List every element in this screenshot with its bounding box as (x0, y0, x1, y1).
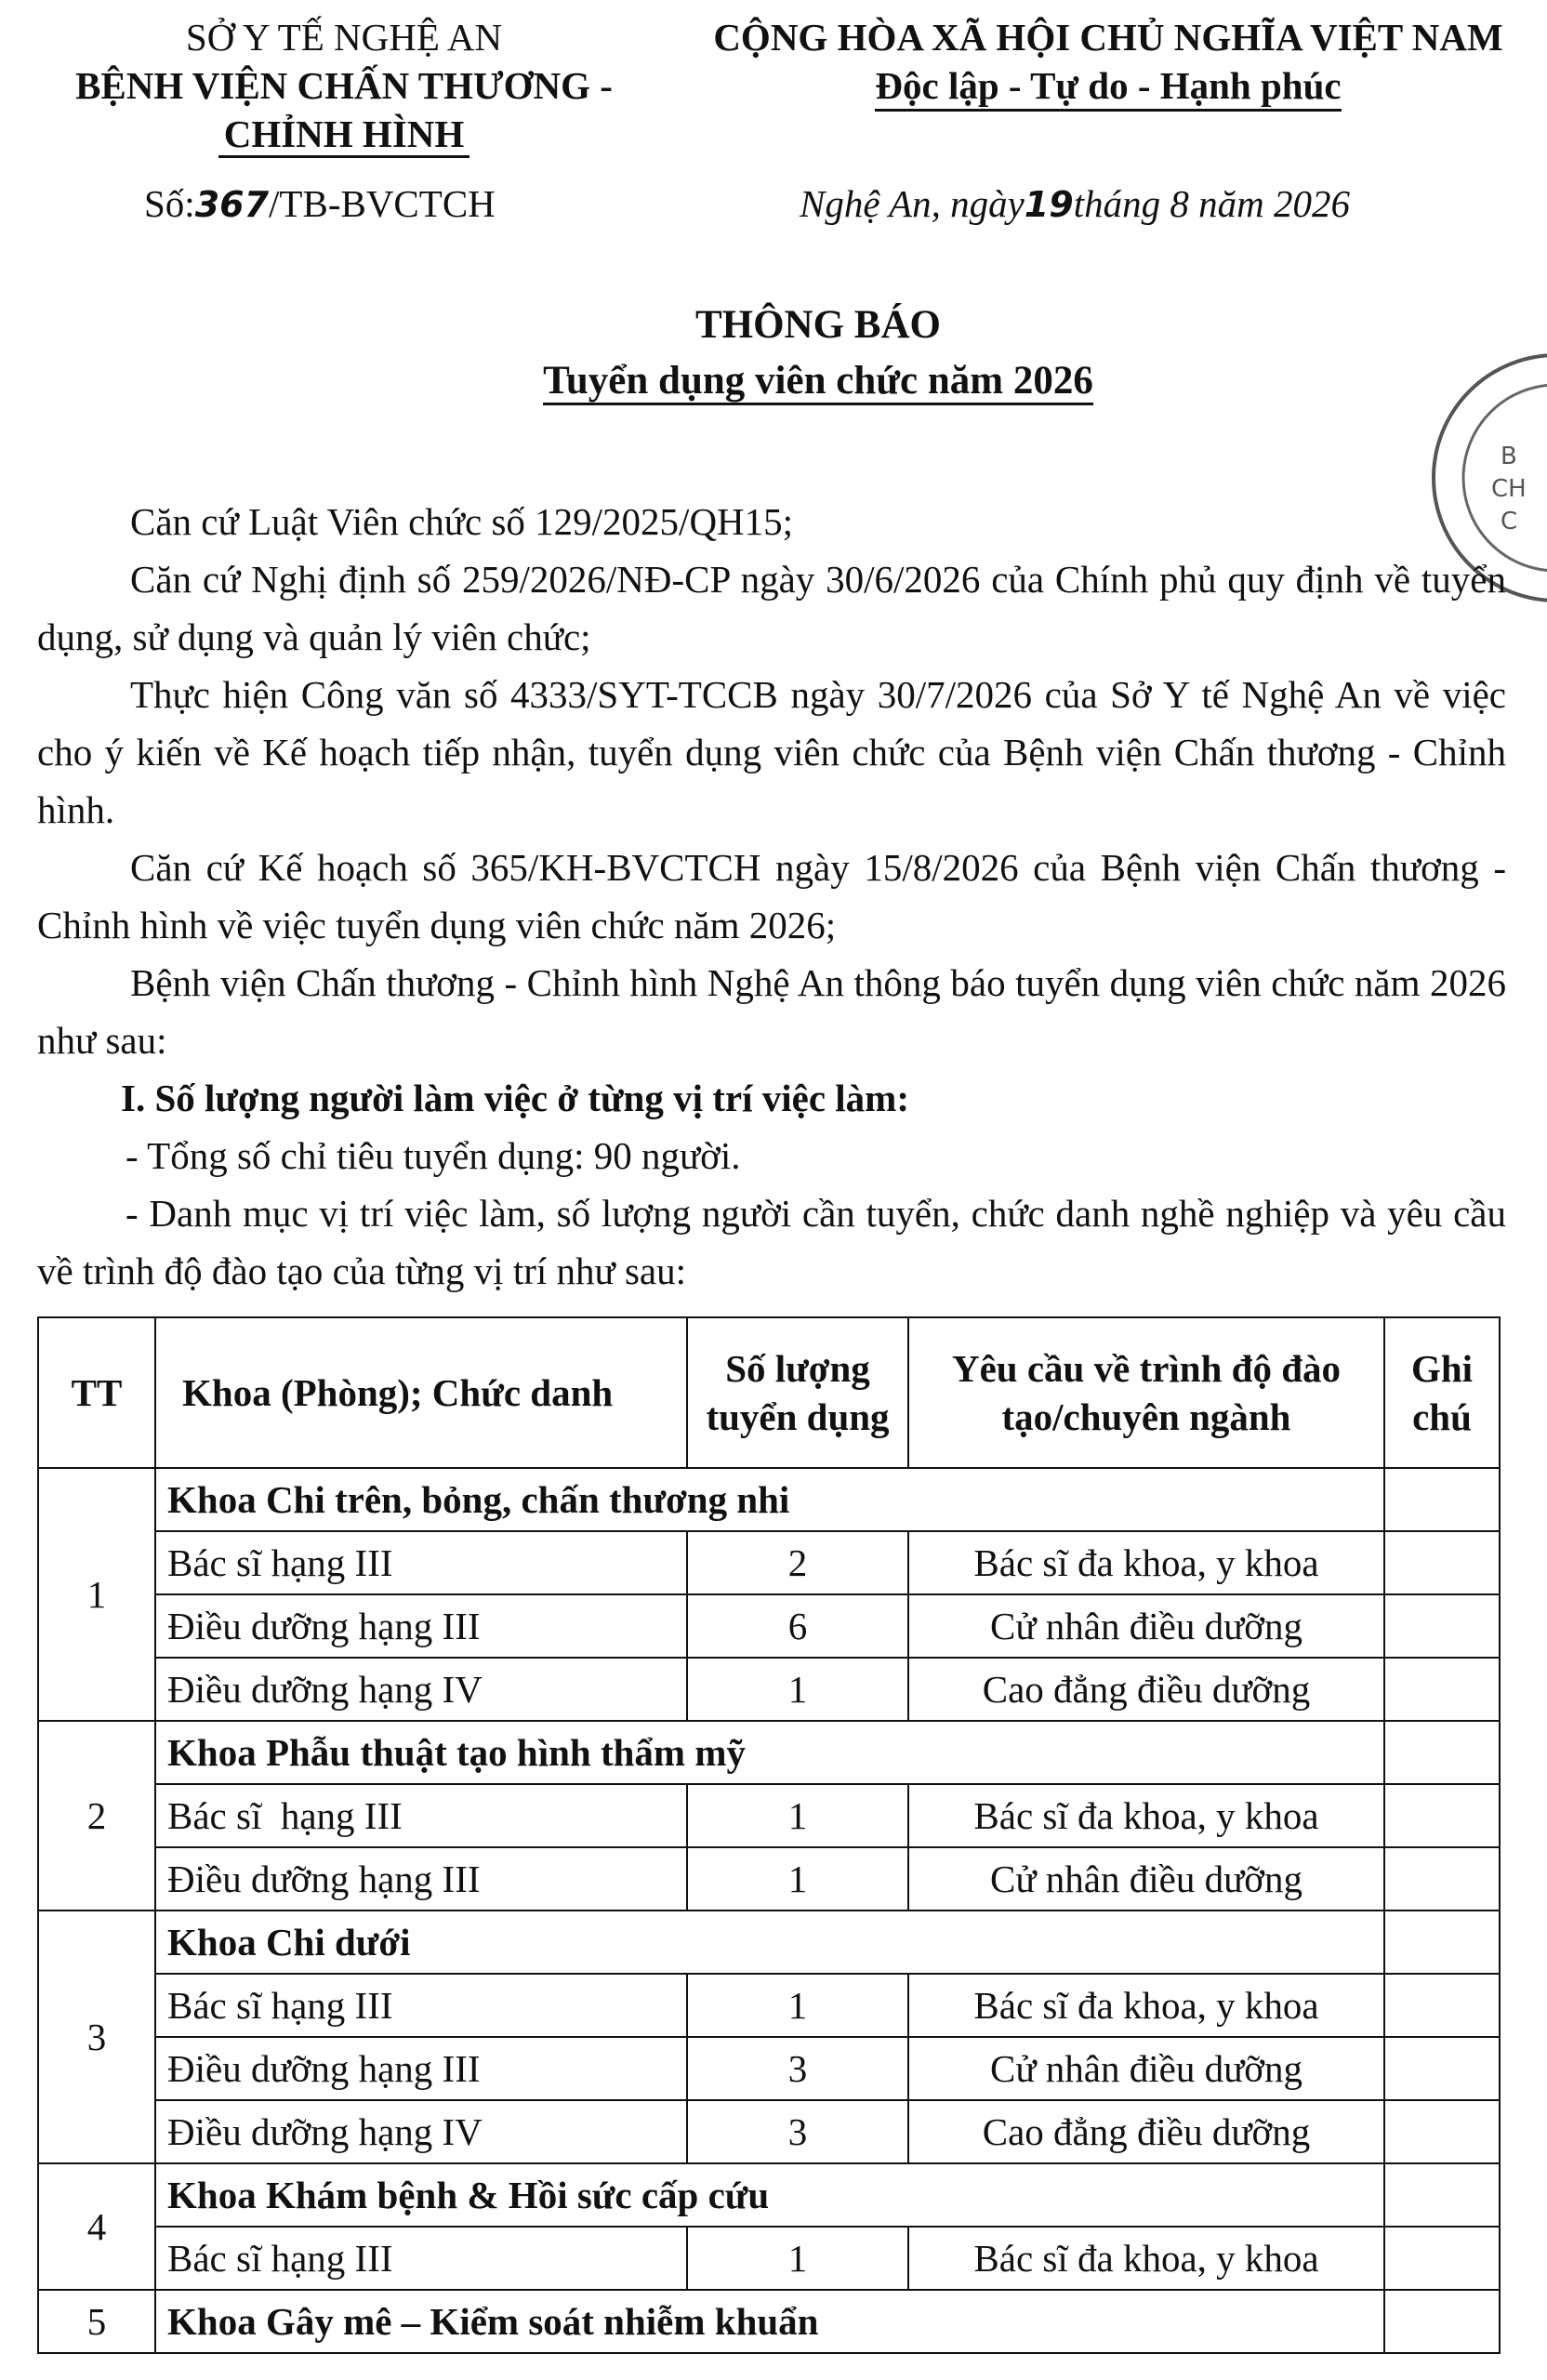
position-title: Điều dưỡng hạng III (155, 2037, 687, 2100)
position-title: Điều dưỡng hạng IV (155, 2100, 687, 2163)
position-quantity: 1 (687, 1784, 908, 1847)
position-quantity: 3 (687, 2037, 908, 2100)
notice-title (0, 298, 1547, 409)
date-day-handwritten: 19 (1024, 184, 1074, 225)
position-quantity: 1 (687, 1658, 908, 1721)
position-quantity: 1 (687, 1847, 908, 1911)
position-quantity: 3 (687, 2100, 908, 2163)
table-row (38, 1784, 1500, 1847)
note-cell (1384, 2227, 1500, 2290)
position-title: Bác sĩ hạng III (155, 1784, 687, 1847)
note-cell (1384, 2163, 1500, 2227)
org-parent: SỞ Y TẾ NGHỆ AN (185, 16, 503, 59)
row-number: 4 (38, 2163, 155, 2290)
row-number: 5 (38, 2290, 155, 2353)
position-requirement: Bác sĩ đa khoa, y khoa (908, 1784, 1384, 1847)
recruitment-table (37, 1316, 1501, 2354)
announcement-intro: Bệnh viện Chấn thương - Chỉnh hình Nghệ An thông báo tuyển dụng viên chức năm 2026 như sau: (37, 961, 1506, 1062)
table-row (38, 1658, 1500, 1721)
date-suffix: tháng 8 năm 2026 (1073, 182, 1350, 225)
note-cell (1384, 2037, 1500, 2100)
legal-basis-3: Thực hiện Công văn số 4333/SYT-TCCB ngày 30/7/2026 của Sở Y tế Nghệ An về việc cho ý kiến về Kế hoạch tiếp nhận, tuyển dụng viên chức của Bệnh viện Chấn thương - Chỉnh hình. (37, 673, 1506, 831)
position-quantity: 6 (687, 1594, 908, 1658)
number-prefix: Số: (144, 182, 195, 225)
department-name: Khoa Chi trên, bỏng, chấn thương nhi (155, 1468, 1384, 1531)
position-requirement: Bác sĩ đa khoa, y khoa (908, 2227, 1384, 2290)
position-title: Bác sĩ hạng III (155, 1974, 687, 2037)
note-cell (1384, 2290, 1500, 2353)
position-title: Bác sĩ hạng III (155, 1531, 687, 1594)
svg-text:B: B (1501, 443, 1517, 470)
position-quantity: 2 (687, 1531, 908, 1594)
nation-name: CỘNG HÒA XÃ HỘI CHỦ NGHĨA VIỆT NAM (713, 16, 1503, 59)
department-name: Khoa Gây mê – Kiểm soát nhiễm khuẩn (155, 2290, 1384, 2353)
table-row (38, 1911, 1500, 1974)
org-name-line2: CHỈNH HÌNH (218, 112, 470, 158)
department-name: Khoa Chi dưới (155, 1911, 1384, 1974)
number-handwritten: 367 (194, 184, 270, 225)
header-department: Khoa (Phòng); Chức danh (155, 1317, 687, 1468)
position-requirement: Cao đẳng điều dưỡng (908, 1658, 1384, 1721)
table-header-row (38, 1317, 1500, 1468)
position-requirement: Cử nhân điều dưỡng (908, 2037, 1384, 2100)
table-row (38, 2290, 1500, 2353)
table-row (38, 2163, 1500, 2227)
svg-text:CH: CH (1491, 475, 1527, 503)
section-heading-1: I. Số lượng người làm việc ở từng vị trí việc làm: (121, 1077, 909, 1119)
table-row (38, 1721, 1500, 1784)
position-title: Điều dưỡng hạng III (155, 1847, 687, 1911)
position-requirement: Cử nhân điều dưỡng (908, 1847, 1384, 1911)
position-title: Điều dưỡng hạng IV (155, 1658, 687, 1721)
notice-body (37, 493, 1506, 1300)
document-number (144, 181, 496, 226)
table-row (38, 1847, 1500, 1911)
document-date (800, 181, 1350, 226)
note-cell (1384, 1974, 1500, 2037)
table-row (38, 1594, 1500, 1658)
nation-motto: Độc lập - Tự do - Hạnh phúc (875, 64, 1341, 112)
legal-basis-1: Căn cứ Luật Viên chức số 129/2025/QH15; (130, 500, 794, 543)
number-suffix: /TB-BVCTCH (269, 182, 496, 225)
note-cell (1384, 2100, 1500, 2163)
header-note: Ghi chú (1384, 1317, 1500, 1468)
notice-heading: THÔNG BÁO (694, 303, 941, 347)
position-requirement: Bác sĩ đa khoa, y khoa (908, 1531, 1384, 1594)
date-prefix: Nghệ An, ngày (800, 182, 1025, 225)
org-name-line1: BỆNH VIỆN CHẤN THƯƠNG - (75, 64, 613, 107)
table-row (38, 2100, 1500, 2163)
note-cell (1384, 1847, 1500, 1911)
table-row (38, 2037, 1500, 2100)
position-title: Bác sĩ hạng III (155, 2227, 687, 2290)
header-quantity: Số lượng tuyển dụng (687, 1317, 908, 1468)
note-cell (1384, 1468, 1500, 1531)
table-row (38, 1974, 1500, 2037)
note-cell (1384, 1721, 1500, 1784)
note-cell (1384, 1784, 1500, 1847)
row-number: 2 (38, 1721, 155, 1911)
svg-text:C: C (1501, 508, 1518, 536)
position-quantity: 1 (687, 1974, 908, 2037)
note-cell (1384, 1911, 1500, 1974)
row-number: 1 (38, 1468, 155, 1721)
table-row (38, 1468, 1500, 1531)
notice-subheading: Tuyển dụng viên chức năm 2026 (543, 359, 1093, 405)
position-list-intro: - Danh mục vị trí việc làm, số lượng người cần tuyển, chức danh nghề nghiệp và yêu cầu về trình độ đào tạo của từng vị trí như sau: (37, 1192, 1506, 1292)
row-number: 3 (38, 1911, 155, 2163)
position-quantity: 1 (687, 2227, 908, 2290)
header-tt: TT (38, 1317, 155, 1468)
total-quota: - Tổng số chỉ tiêu tuyển dụng: 90 người. (126, 1134, 741, 1177)
table-row (38, 1531, 1500, 1594)
note-cell (1384, 1658, 1500, 1721)
position-title: Điều dưỡng hạng III (155, 1594, 687, 1658)
national-header (669, 13, 1547, 110)
position-requirement: Cử nhân điều dưỡng (908, 1594, 1384, 1658)
organization-header (19, 13, 669, 158)
table-row (38, 2227, 1500, 2290)
position-requirement: Cao đẳng điều dưỡng (908, 2100, 1384, 2163)
table-body (38, 1468, 1500, 2353)
legal-basis-4: Căn cứ Kế hoạch số 365/KH-BVCTCH ngày 15/8/2026 của Bệnh viện Chấn thương - Chỉnh hình về việc tuyển dụng viên chức năm 2026; (37, 846, 1506, 946)
legal-basis-2: Căn cứ Nghị định số 259/2026/NĐ-CP ngày 30/6/2026 của Chính phủ quy định về tuyển dụng, sử dụng và quản lý viên chức; (37, 558, 1506, 658)
header-requirement: Yêu cầu về trình độ đào tạo/chuyên ngành (908, 1317, 1384, 1468)
position-requirement: Bác sĩ đa khoa, y khoa (908, 1974, 1384, 2037)
department-name: Khoa Khám bệnh & Hồi sức cấp cứu (155, 2163, 1384, 2227)
note-cell (1384, 1594, 1500, 1658)
department-name: Khoa Phẫu thuật tạo hình thẩm mỹ (155, 1721, 1384, 1784)
note-cell (1384, 1531, 1500, 1594)
